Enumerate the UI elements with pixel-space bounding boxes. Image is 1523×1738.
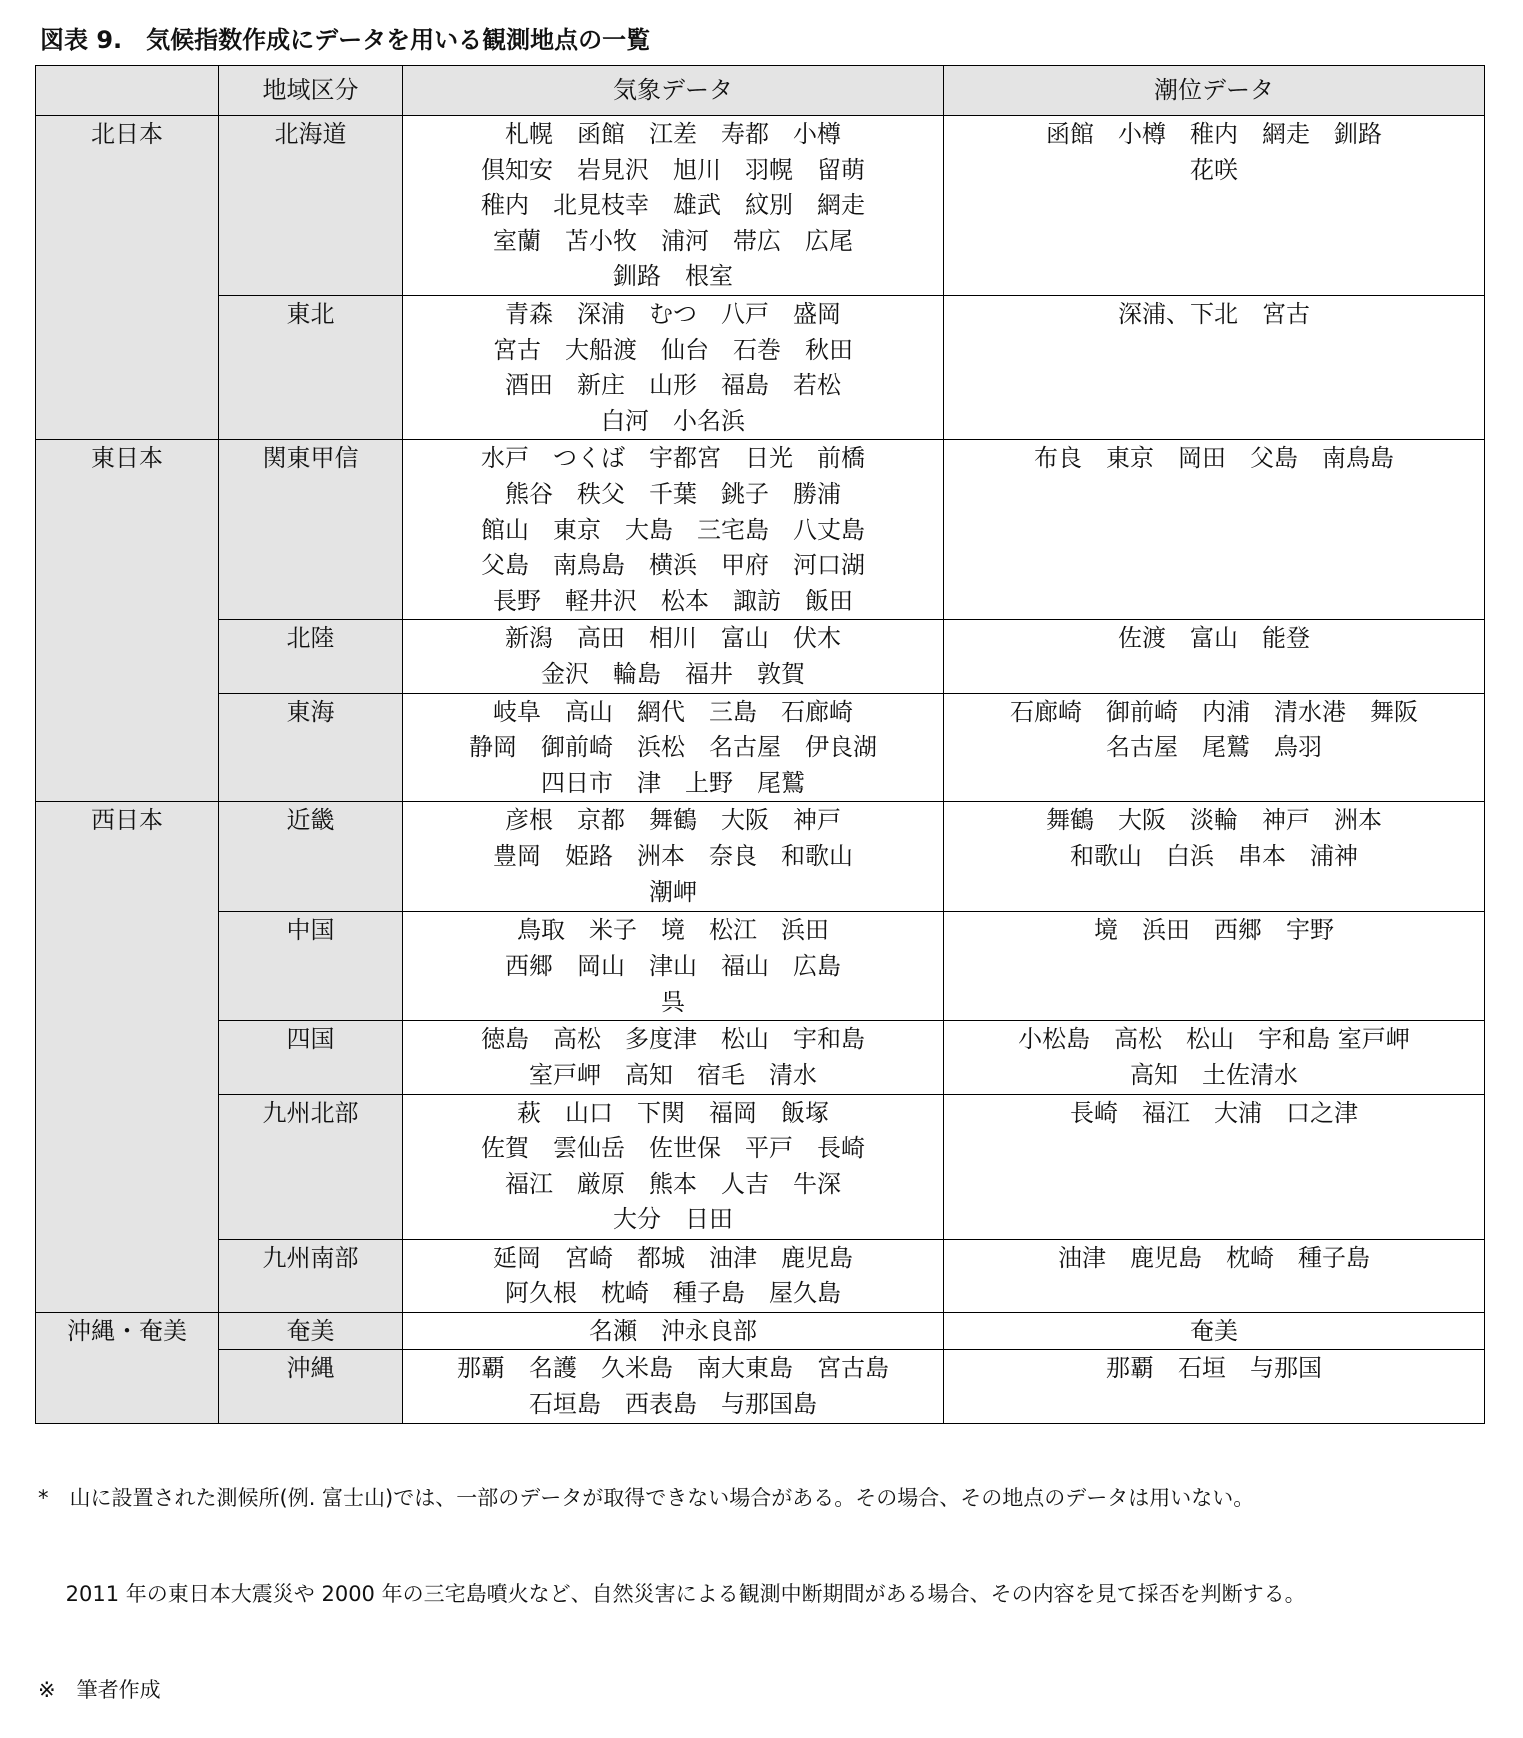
station-line: 鳥取 米子 境 松江 浜田 [517, 916, 829, 945]
table-row [36, 296, 1485, 440]
header-row [36, 66, 1485, 116]
station-line: 徳島 高松 多度津 松山 宇和島 [481, 1025, 865, 1054]
area-cell: 中国 [219, 912, 403, 1021]
tide-stations [944, 620, 1485, 693]
station-line: 彦根 京都 舞鶴 大阪 神戸 [505, 806, 841, 835]
station-line: 萩 山口 下関 福岡 飯塚 [517, 1098, 829, 1127]
area-cell: 東海 [219, 693, 403, 802]
station-line: 釧路 根室 [613, 262, 733, 291]
region-cell: 沖縄・奄美 [36, 1312, 219, 1424]
tide-stations [944, 1239, 1485, 1312]
station-line: 小松島 高松 松山 宇和島 室戸岬 [1018, 1025, 1410, 1054]
station-line: 静岡 御前崎 浜松 名古屋 伊良湖 [469, 733, 877, 762]
station-line: 和歌山 白浜 串本 浦神 [1070, 841, 1358, 870]
table-row [36, 1312, 1485, 1350]
station-line: 高知 土佐清水 [1130, 1060, 1298, 1089]
area-cell: 関東甲信 [219, 440, 403, 620]
area-cell: 東北 [219, 296, 403, 440]
station-line: 油津 鹿児島 枕崎 種子島 [1058, 1243, 1370, 1272]
station-line: 青森 深浦 むつ 八戸 盛岡 [505, 300, 841, 328]
weather-stations [403, 1350, 944, 1424]
station-line: 那覇 名護 久米島 南大東島 宮古島 [457, 1354, 889, 1383]
tide-stations [944, 296, 1485, 440]
table-row [36, 1094, 1485, 1239]
station-line: 西郷 岡山 津山 福山 広島 [505, 951, 841, 980]
weather-stations [403, 1094, 944, 1239]
tide-stations [944, 912, 1485, 1021]
header-tide-data: 潮位データ [944, 66, 1485, 116]
station-line: 水戸 つくば 宇都宮 日光 前橋 [481, 444, 865, 473]
table-row [36, 440, 1485, 620]
figure-title: 図表 9. 気候指数作成にデータを用いる観測地点の一覧 [40, 26, 651, 54]
station-line: 名古屋 尾鷲 鳥羽 [1106, 733, 1322, 762]
weather-stations [403, 802, 944, 912]
station-line: 函館 小樽 稚内 網走 釧路 [1046, 120, 1382, 148]
table-row [36, 1021, 1485, 1094]
area-cell: 四国 [219, 1021, 403, 1094]
station-line: 宮古 大船渡 仙台 石巻 秋田 [493, 335, 853, 364]
area-cell: 近畿 [219, 802, 403, 912]
station-line: 奄美 [1190, 1316, 1238, 1345]
station-line: 境 浜田 西郷 宇野 [1094, 916, 1334, 945]
station-line: 金沢 輪島 福井 敦賀 [541, 659, 805, 688]
station-line: 阿久根 枕崎 種子島 屋久島 [505, 1279, 841, 1308]
weather-stations [403, 1312, 944, 1350]
station-line: 白河 小名浜 [601, 406, 745, 435]
tide-stations [944, 1350, 1485, 1424]
weather-stations [403, 693, 944, 802]
station-line: 熊谷 秩父 千葉 銚子 勝浦 [505, 479, 841, 508]
station-line: 舞鶴 大阪 淡輪 神戸 洲本 [1046, 806, 1382, 835]
station-line: 花咲 [1190, 155, 1238, 184]
tide-stations [944, 116, 1485, 296]
weather-stations [403, 1021, 944, 1094]
observation-stations-table [35, 65, 1485, 1424]
station-line: 長崎 福江 大浦 口之津 [1070, 1098, 1358, 1127]
table-row [36, 912, 1485, 1021]
station-line: 呉 [661, 987, 685, 1016]
region-cell: 東日本 [36, 440, 219, 802]
weather-stations [403, 620, 944, 693]
footnote-mountain-stations: * 山に設置された測候所(例. 富士山)では、一部のデータが取得できない場合がある。その場合、その地点のデータは用いない。 [38, 1486, 1255, 1510]
station-line: 四日市 津 上野 尾鷲 [541, 768, 805, 797]
tide-stations [944, 1021, 1485, 1094]
table-row [36, 693, 1485, 802]
footnotes [38, 1418, 1306, 1738]
footnote-source: ※ 筆者作成 [38, 1678, 161, 1702]
station-line: 室蘭 苫小牧 浦河 帯広 広尾 [493, 226, 853, 255]
tide-stations [944, 1312, 1485, 1350]
station-line: 豊岡 姫路 洲本 奈良 和歌山 [493, 841, 853, 870]
weather-stations [403, 296, 944, 440]
weather-stations [403, 440, 944, 620]
area-cell: 沖縄 [219, 1350, 403, 1424]
area-cell: 九州南部 [219, 1239, 403, 1312]
area-cell: 九州北部 [219, 1094, 403, 1239]
region-cell: 北日本 [36, 116, 219, 440]
station-line: 福江 厳原 熊本 人吉 牛深 [505, 1169, 841, 1198]
area-cell: 奄美 [219, 1312, 403, 1350]
region-cell: 西日本 [36, 802, 219, 1312]
station-line: 札幌 函館 江差 寿都 小樽 [505, 120, 841, 148]
station-line: 大分 日田 [613, 1205, 733, 1234]
station-line: 父島 南鳥島 横浜 甲府 河口湖 [481, 551, 865, 580]
tide-stations [944, 802, 1485, 912]
weather-stations [403, 912, 944, 1021]
station-line: 深浦、下北 宮古 [1118, 300, 1310, 328]
station-line: 長野 軽井沢 松本 諏訪 飯田 [493, 586, 853, 615]
table-row [36, 620, 1485, 693]
station-line: 稚内 北見枝幸 雄武 紋別 網走 [481, 191, 865, 220]
station-line: 延岡 宮崎 都城 油津 鹿児島 [493, 1243, 853, 1272]
table-row [36, 116, 1485, 296]
footnote-disaster-interruptions: 2011 年の東日本大震災や 2000 年の三宅島噴火など、自然災害による観測中断期間がある場合、その内容を見て採否を判断する。 [38, 1582, 1306, 1606]
station-line: 潮岬 [649, 877, 697, 906]
table-row [36, 1239, 1485, 1312]
station-line: 名瀬 沖永良部 [589, 1316, 757, 1345]
table-row [36, 802, 1485, 912]
header-area-division: 地域区分 [219, 66, 403, 116]
area-cell: 北海道 [219, 116, 403, 296]
station-line: 佐賀 雲仙岳 佐世保 平戸 長崎 [481, 1134, 865, 1163]
tide-stations [944, 693, 1485, 802]
station-line: 布良 東京 岡田 父島 南鳥島 [1034, 444, 1394, 473]
station-line: 岐阜 高山 網代 三島 石廊崎 [493, 697, 853, 726]
header-blank [36, 66, 219, 116]
station-line: 室戸岬 高知 宿毛 清水 [529, 1060, 817, 1089]
station-line: 酒田 新庄 山形 福島 若松 [505, 371, 841, 400]
station-line: 那覇 石垣 与那国 [1106, 1354, 1322, 1383]
weather-stations [403, 116, 944, 296]
table-row [36, 1350, 1485, 1424]
area-cell: 北陸 [219, 620, 403, 693]
station-line: 石垣島 西表島 与那国島 [529, 1389, 817, 1418]
tide-stations [944, 440, 1485, 620]
station-line: 石廊崎 御前崎 内浦 清水港 舞阪 [1010, 697, 1418, 726]
station-line: 佐渡 富山 能登 [1118, 624, 1310, 653]
station-line: 倶知安 岩見沢 旭川 羽幌 留萌 [481, 155, 865, 184]
header-weather-data: 気象データ [403, 66, 944, 116]
weather-stations [403, 1239, 944, 1312]
station-line: 新潟 高田 相川 富山 伏木 [505, 624, 841, 653]
station-line: 館山 東京 大島 三宅島 八丈島 [481, 515, 865, 544]
tide-stations [944, 1094, 1485, 1239]
